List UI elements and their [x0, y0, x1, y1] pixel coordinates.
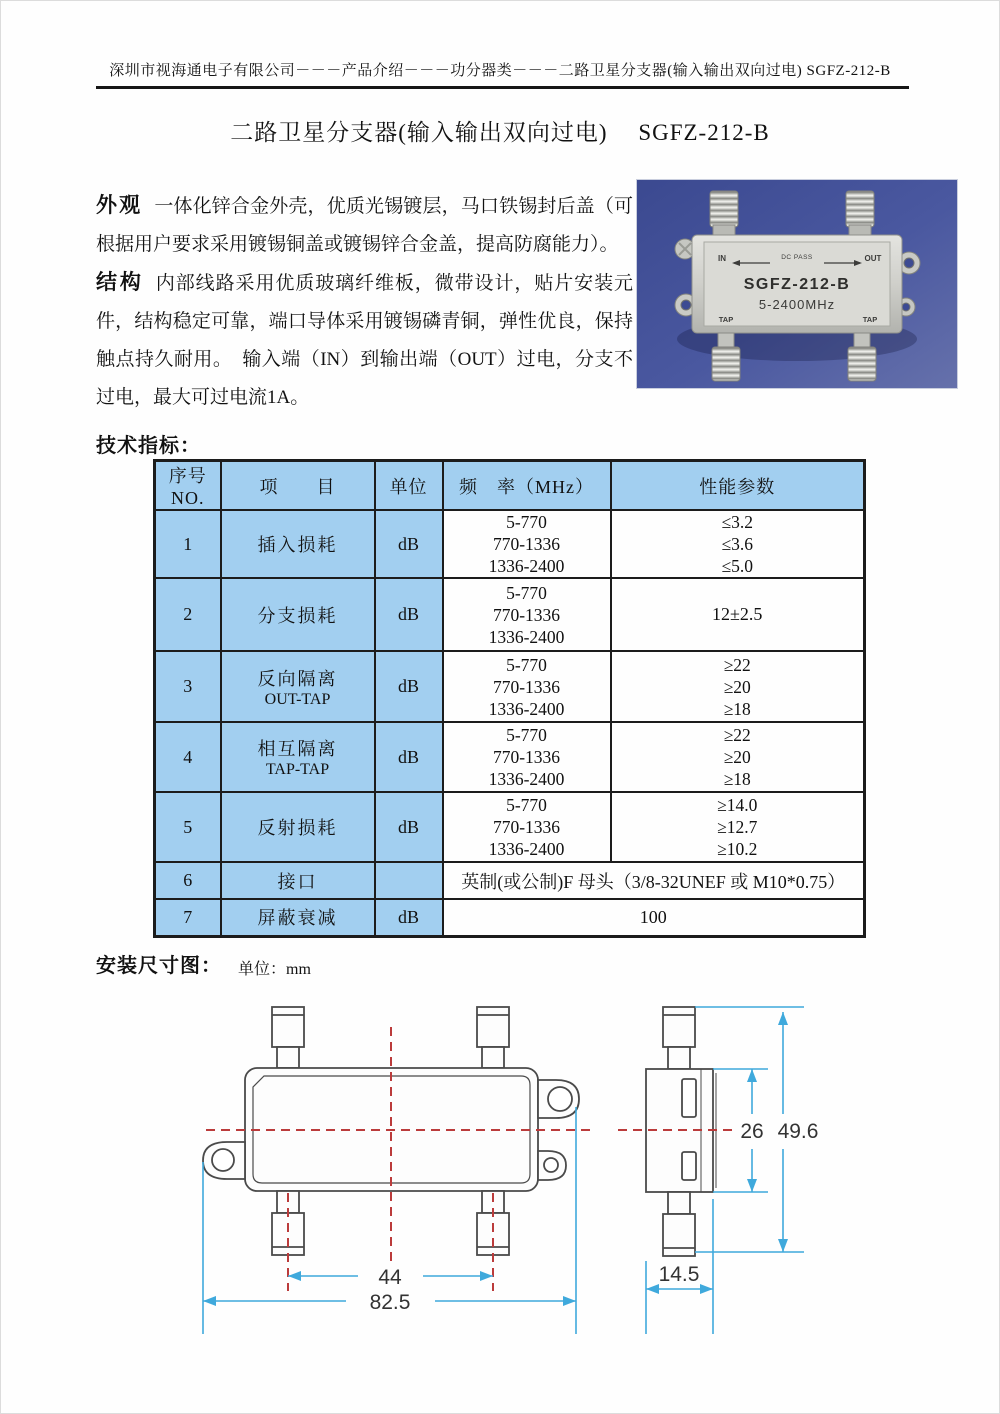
right-ear-hole [904, 258, 914, 268]
table-row-7 [155, 899, 865, 936]
dim-tap-spacing: 44 [378, 1266, 402, 1289]
header-no: 序号 NO. [155, 461, 221, 511]
unit-label: 单位：mm [238, 961, 311, 978]
cell-freq: 5-770 770-1336 1336-2400 [443, 578, 611, 651]
specs-heading: 技术指标： [96, 435, 201, 457]
table-row-5 [155, 792, 865, 862]
structure-text: 内部线路采用优质玻璃纤维板，微带设计，贴片安装元件，结构稳定可靠，端口导体采用镀锡磷青铜，弹性优良，保持触点持久耐用。 输入端（IN）到输出端（OUT）过电，分支不过电，最大可过电流1A。 [96, 273, 633, 408]
appearance-paragraph [96, 187, 633, 264]
cell-item: 相互隔离 TAP-TAP [221, 722, 375, 792]
cell-no: 2 [155, 578, 221, 651]
header-item: 项 目 [221, 461, 375, 511]
page-title: 二路卫星分支器(输入输出双向过电) SGFZ-212-B [230, 120, 770, 145]
left-ear-hole [681, 300, 691, 310]
header-param: 性能参数 [611, 461, 865, 511]
label-model: SGFZ-212-B [743, 276, 851, 293]
label-dc-pass: DC PASS [781, 254, 813, 261]
overview-section [96, 187, 633, 417]
cell-unit: dB [375, 792, 443, 862]
appearance-label: 外观 [96, 194, 143, 217]
table-row-4 [155, 722, 865, 792]
table-row-1 [155, 510, 865, 578]
dim-side-width: 14.5 [658, 1263, 700, 1286]
cell-item: 插入损耗 [221, 510, 375, 578]
structure-paragraph [96, 264, 633, 417]
dim-body-height: 26 [740, 1120, 764, 1143]
cell-shielding-value: 100 [443, 899, 865, 936]
cell-param: ≥22 ≥20 ≥18 [611, 651, 865, 722]
table-row-2 [155, 578, 865, 651]
cell-no: 3 [155, 651, 221, 722]
cell-unit: dB [375, 722, 443, 792]
label-tap-left: TAP [718, 315, 734, 324]
cell-unit: dB [375, 578, 443, 651]
cell-unit [375, 862, 443, 899]
side-view-outline [646, 1007, 716, 1256]
breadcrumb: 深圳市视海通电子有限公司－－－产品介绍－－－功分器类－－－二路卫星分支器(输入输出双向过电) SGFZ-212-B [109, 63, 891, 79]
cell-item: 反射损耗 [221, 792, 375, 862]
cell-item: 接口 [221, 862, 375, 899]
install-heading: 安装尺寸图： [96, 955, 222, 977]
product-photo [636, 179, 958, 389]
cell-param: ≤3.2 ≤3.6 ≤5.0 [611, 510, 865, 578]
dimension-drawing [96, 989, 966, 1404]
header-freq: 频 率（MHz） [443, 461, 611, 511]
structure-label: 结构 [96, 271, 144, 294]
right-ear-small-hole [902, 303, 910, 311]
cell-unit: dB [375, 899, 443, 936]
cell-freq: 5-770 770-1336 1336-2400 [443, 510, 611, 578]
label-out: OUT [864, 254, 882, 263]
table-header-row [155, 461, 865, 511]
top-connector-out [846, 191, 874, 237]
cell-unit: dB [375, 651, 443, 722]
cell-param-merged: 12±2.5 [611, 578, 865, 651]
table-row-6 [155, 862, 865, 899]
cell-item: 屏蔽衰减 [221, 899, 375, 936]
appearance-text: 一体化锌合金外壳，优质光锡镀层，马口铁锡封后盖（可根据用户要求采用镀锡铜盖或镀锡锌合金盖，提高防腐能力）。 [96, 196, 633, 255]
dim-overall-height: 49.6 [777, 1120, 819, 1143]
cell-freq: 5-770 770-1336 1336-2400 [443, 792, 611, 862]
cell-no: 4 [155, 722, 221, 792]
specs-table [153, 459, 866, 938]
label-freq-range: 5-2400MHz [758, 297, 836, 312]
cell-no: 6 [155, 862, 221, 899]
table-row-3 [155, 651, 865, 722]
cell-no: 1 [155, 510, 221, 578]
dim-overall-width: 82.5 [369, 1291, 411, 1314]
cell-interface-spec: 英制(或公制)F 母头（3/8-32UNEF 或 M10*0.75） [443, 862, 865, 899]
cell-freq: 5-770 770-1336 1336-2400 [443, 651, 611, 722]
cell-unit: dB [375, 510, 443, 578]
cell-no: 5 [155, 792, 221, 862]
cell-freq: 5-770 770-1336 1336-2400 [443, 722, 611, 792]
label-in: IN [718, 254, 726, 263]
cell-param: ≥22 ≥20 ≥18 [611, 722, 865, 792]
cell-item: 分支损耗 [221, 578, 375, 651]
label-tap-right: TAP [862, 315, 878, 324]
header-unit: 单位 [375, 461, 443, 511]
cell-param: ≥14.0 ≥12.7 ≥10.2 [611, 792, 865, 862]
header-rule [96, 86, 909, 89]
cell-item: 反向隔离 OUT-TAP [221, 651, 375, 722]
top-connector-in [710, 191, 738, 237]
cell-no: 7 [155, 899, 221, 936]
